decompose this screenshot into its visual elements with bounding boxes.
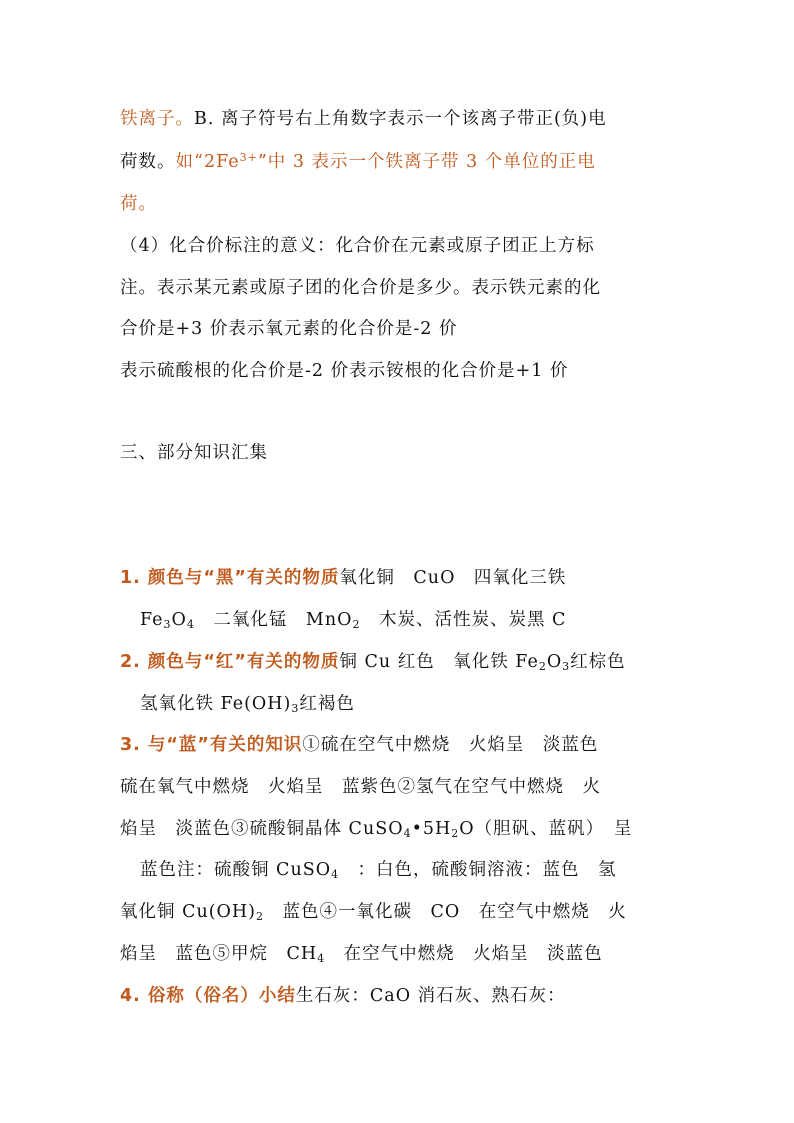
item1-line1: 1. 颜色与“黑”有关的物质氧化铜 CuO 四氧化三铁 bbox=[120, 568, 567, 588]
item1-line2: $Fe_3O_4$ 二氧化锰 MnO$_2$ 木炭、活性炭、炭黑 C bbox=[140, 610, 567, 631]
item4-line1: 4. 俗称（俗名）小结生石灰：CaO 消石灰、熟石灰： bbox=[120, 986, 566, 1006]
item2-line2: 氢氧化铁 $Fe(OH)_3$红褐色 bbox=[140, 694, 355, 715]
item3-line5: 氧化铜 $Cu(OH)_2$ 蓝色④一氧化碳 CO 在空气中燃烧 火 bbox=[120, 902, 627, 923]
item3-line2: 硫在氧气中燃烧 火焰呈 蓝紫色②氢气在空气中燃烧 火 bbox=[120, 777, 601, 797]
item3-line4: 蓝色注：硫酸铜 CuSO$_4$ ：白色，硫酸铜溶液：蓝色 氢 bbox=[140, 860, 617, 881]
para2-line3: 合价是+3 价表示氧元素的化合价是-2 价 bbox=[120, 319, 458, 339]
item2-line1: 2. 颜色与“红”有关的物质铜 Cu 红色 氧化铁 $Fe_2O_3$红棕色 bbox=[120, 652, 626, 673]
para1-line3: 荷。 bbox=[120, 194, 157, 214]
para1-line2: 荷数。如“$2Fe^{3+}$”中 3 表示一个铁离子带 3 个单位的正电 bbox=[120, 151, 596, 172]
item3-line1: 3. 与“蓝”有关的知识①硫在空气中燃烧 火焰呈 淡蓝色 bbox=[120, 735, 599, 755]
item3-line3: 焰呈 淡蓝色③硫酸铜晶体 $CuSO_4•5H_2O$（胆矾、蓝矾） 呈 bbox=[120, 819, 633, 840]
para2-line1: （4）化合价标注的意义：化合价在元素或原子团正上方标 bbox=[120, 236, 595, 256]
para1-line1: 铁离子。B. 离子符号右上角数字表示一个该离子带正(负)电 bbox=[120, 109, 607, 129]
section-title: 三、部分知识汇集 bbox=[120, 443, 268, 463]
item3-line6: 焰呈 蓝色⑤甲烷 $CH_4$ 在空气中燃烧 火焰呈 淡蓝色 bbox=[120, 944, 603, 965]
para2-line4: 表示硫酸根的化合价是-2 价表示铵根的化合价是+1 价 bbox=[120, 361, 569, 381]
para2-line2: 注。表示某元素或原子团的化合价是多少。表示铁元素的化 bbox=[120, 278, 601, 298]
